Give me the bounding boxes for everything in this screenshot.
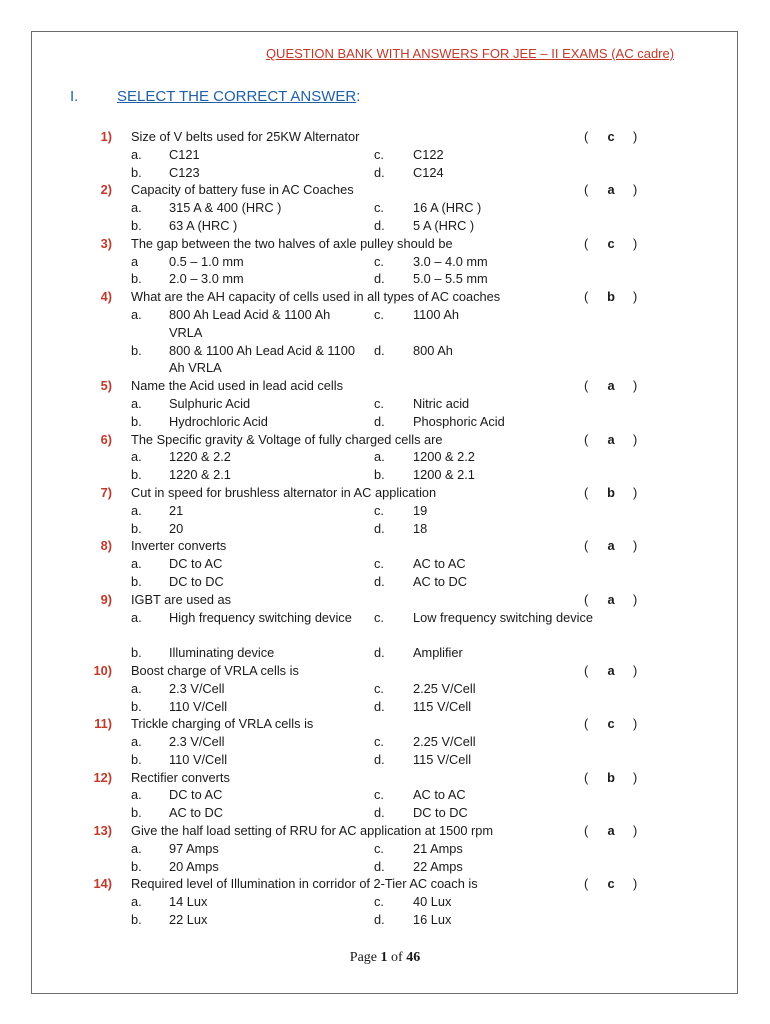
option-label: a. xyxy=(131,894,142,910)
option-text: 5 A (HRC ) xyxy=(413,217,475,233)
question-number: 1) xyxy=(100,129,112,144)
option-label: b. xyxy=(131,520,142,536)
option-label: c. xyxy=(374,306,384,322)
question-text: The gap between the two halves of axle pulley should be xyxy=(131,235,453,251)
question-number: 12) xyxy=(93,769,112,785)
option-text: 16 A (HRC ) xyxy=(413,200,482,216)
option-row xyxy=(0,644,770,662)
option-text: 63 A (HRC ) xyxy=(169,217,238,233)
answer-letter: a xyxy=(607,182,615,198)
option-label: c. xyxy=(374,395,384,411)
option-text: 110 V/Cell xyxy=(169,698,228,714)
option-text: 97 Amps xyxy=(169,840,219,856)
option-label: a. xyxy=(131,449,142,465)
option-text: 2.25 V/Cell xyxy=(413,680,476,696)
option-label: b. xyxy=(374,467,385,483)
question-row: 13) Give the half load setting of RRU for AC application at 1500 rpm ( a ) xyxy=(0,822,770,840)
question-number: 11) xyxy=(94,716,112,732)
option-label: a. xyxy=(131,306,142,322)
question-row: 12) Rectifier converts ( b ) xyxy=(0,769,770,787)
option-label: c. xyxy=(374,146,384,162)
question-number: 3) xyxy=(100,235,112,251)
question-item xyxy=(0,822,770,875)
option-text: C124 xyxy=(413,164,444,180)
answer-letter: b xyxy=(607,769,615,785)
option-label: d. xyxy=(374,858,385,874)
option-row xyxy=(0,217,770,235)
option-text: 40 Lux xyxy=(413,894,452,910)
section-number: I. xyxy=(70,88,79,105)
option-row xyxy=(0,306,770,342)
answer-letter: a xyxy=(607,823,615,839)
option-row xyxy=(0,146,770,164)
option-label: d. xyxy=(374,805,385,821)
section-title-colon: : xyxy=(356,88,361,105)
option-row xyxy=(0,733,770,751)
option-label: b. xyxy=(131,467,142,483)
question-number: 2) xyxy=(100,182,112,198)
option-text: 2.3 V/Cell xyxy=(169,734,225,750)
question-text: Cut in speed for brushless alternator in AC application xyxy=(131,484,437,500)
option-label: a xyxy=(131,253,139,269)
question-row: 3) The gap between the two halves of axle pulley should be ( c ) xyxy=(0,235,770,253)
option-label: c. xyxy=(374,556,384,572)
option-row xyxy=(0,413,770,431)
option-label: b. xyxy=(131,698,142,714)
option-text: 20 Amps xyxy=(169,858,219,874)
option-label: a. xyxy=(131,146,142,162)
question-row: 1) Size of V belts used for 25KW Alternator ( c ) xyxy=(0,128,770,146)
question-text: Capacity of battery fuse in AC Coaches xyxy=(131,182,354,198)
option-text: 800 & 1100 Ah Lead Acid & 1100 Ah VRLA xyxy=(169,342,355,376)
option-text: 1200 & 2.2 xyxy=(413,449,475,465)
option-row xyxy=(0,786,770,804)
option-label: c. xyxy=(374,680,384,696)
option-label: b. xyxy=(131,912,142,928)
answer-letter: a xyxy=(607,378,615,394)
option-row xyxy=(0,199,770,217)
option-label: d. xyxy=(374,912,385,928)
option-label: a. xyxy=(131,556,142,572)
option-label: d. xyxy=(374,573,385,589)
question-number: 4) xyxy=(100,289,112,305)
footer-total-pages: 46 xyxy=(406,950,421,965)
question-number: 6) xyxy=(100,431,112,447)
option-label: c. xyxy=(374,840,384,856)
option-label: a. xyxy=(131,502,142,518)
option-label: a. xyxy=(374,449,385,465)
option-text: Phosphoric Acid xyxy=(413,413,505,429)
answer-letter: c xyxy=(607,876,615,892)
option-text: C123 xyxy=(169,164,200,180)
answer-letter: c xyxy=(607,235,615,251)
option-label: c. xyxy=(374,894,384,910)
question-item xyxy=(0,235,770,288)
question-text: Required level of Illumination in corridor of 2-Tier AC coach is xyxy=(131,876,478,892)
option-label: a. xyxy=(131,734,142,750)
option-row xyxy=(0,164,770,182)
question-item xyxy=(0,537,770,590)
option-text: DC to AC xyxy=(169,787,223,803)
option-text: 21 Amps xyxy=(413,840,463,856)
question-row: 14) Required level of Illumination in corridor of 2-Tier AC coach is ( c ) xyxy=(0,875,770,893)
option-label: b. xyxy=(131,751,142,767)
question-text: Rectifier converts xyxy=(131,769,230,785)
option-label: b. xyxy=(131,573,142,589)
question-row: 11) Trickle charging of VRLA cells is ( c ) xyxy=(0,715,770,733)
question-item xyxy=(0,128,770,181)
option-text: DC to DC xyxy=(169,573,224,589)
question-row: 4) What are the AH capacity of cells used in all types of AC coaches ( b ) xyxy=(0,288,770,306)
question-number: 13) xyxy=(93,823,112,839)
option-text: 800 Ah Lead Acid & 1100 Ah VRLA xyxy=(169,306,331,340)
option-row xyxy=(0,573,770,591)
question-item xyxy=(0,431,770,484)
option-text: Sulphuric Acid xyxy=(169,395,251,411)
footer-middle: of xyxy=(387,950,407,965)
option-text: 1220 & 2.1 xyxy=(169,467,231,483)
option-label: b. xyxy=(131,217,142,233)
option-label: a. xyxy=(131,787,142,803)
option-label: d. xyxy=(374,645,385,661)
answer-letter: a xyxy=(607,538,615,554)
question-item xyxy=(0,288,770,377)
question-text: Name the Acid used in lead acid cells xyxy=(131,378,343,394)
header-text: QUESTION BANK WITH ANSWERS FOR JEE – II EXAMS (AC cadre) xyxy=(265,46,675,61)
option-text: AC to DC xyxy=(413,573,468,589)
question-row: 7) Cut in speed for brushless alternator in AC application ( b ) xyxy=(0,484,770,502)
question-item xyxy=(0,875,770,928)
option-label: d. xyxy=(374,520,385,536)
option-label: c. xyxy=(374,253,384,269)
option-text: 115 V/Cell xyxy=(413,698,472,714)
option-row xyxy=(0,395,770,413)
option-text: DC to DC xyxy=(413,805,468,821)
option-text: 110 V/Cell xyxy=(169,751,228,767)
option-text: 2.0 – 3.0 mm xyxy=(169,271,244,287)
question-text: Boost charge of VRLA cells is xyxy=(131,662,299,678)
option-row xyxy=(0,502,770,520)
option-text: 5.0 – 5.5 mm xyxy=(413,271,488,287)
answer-letter: a xyxy=(607,431,615,447)
option-text: 18 xyxy=(413,520,428,536)
option-label: b. xyxy=(131,413,142,429)
option-text: 1200 & 2.1 xyxy=(413,467,475,483)
option-text: 20 xyxy=(169,520,184,536)
option-text: Illuminating device xyxy=(169,645,275,661)
option-row xyxy=(0,680,770,698)
page-footer xyxy=(0,950,770,966)
question-item xyxy=(0,484,770,537)
option-label: c. xyxy=(374,609,384,625)
answer-letter: b xyxy=(607,289,615,305)
question-text: Trickle charging of VRLA cells is xyxy=(131,716,314,732)
question-text: The Specific gravity & Voltage of fully charged cells are xyxy=(131,431,443,447)
option-row xyxy=(0,253,770,271)
option-label: b. xyxy=(131,164,142,180)
question-number: 5) xyxy=(100,378,112,394)
question-item xyxy=(0,662,770,715)
question-row: 6) The Specific gravity & Voltage of fully charged cells are ( a ) xyxy=(0,431,770,449)
option-label: a. xyxy=(131,609,142,625)
option-row xyxy=(0,270,770,288)
option-row xyxy=(0,609,770,645)
option-text: 2.25 V/Cell xyxy=(413,734,476,750)
option-label: a. xyxy=(131,680,142,696)
document-header xyxy=(0,46,770,61)
section-title-text: SELECT THE CORRECT ANSWER xyxy=(117,88,357,105)
option-label: d. xyxy=(374,698,385,714)
option-text: 1220 & 2.2 xyxy=(169,449,231,465)
question-item xyxy=(0,715,770,768)
option-label: d. xyxy=(374,413,385,429)
question-number: 7) xyxy=(100,484,112,500)
option-label: c. xyxy=(374,734,384,750)
option-label: a. xyxy=(131,395,142,411)
question-row: 10) Boost charge of VRLA cells is ( a ) xyxy=(0,662,770,680)
option-label: b. xyxy=(131,858,142,874)
option-text: 22 Amps xyxy=(413,858,463,874)
option-label: c. xyxy=(374,200,384,216)
option-label: b. xyxy=(131,271,142,287)
answer-letter: b xyxy=(607,484,615,500)
option-text: C122 xyxy=(413,146,444,162)
option-label: b. xyxy=(131,645,142,661)
question-item xyxy=(0,591,770,662)
option-label: d. xyxy=(374,342,385,358)
option-text: Low frequency switching device xyxy=(413,609,593,625)
option-label: d. xyxy=(374,271,385,287)
option-text: 21 xyxy=(169,502,184,518)
option-label: b. xyxy=(131,805,142,821)
option-row xyxy=(0,466,770,484)
option-text: AC to DC xyxy=(169,805,224,821)
question-item xyxy=(0,769,770,822)
option-row xyxy=(0,840,770,858)
question-item xyxy=(0,377,770,430)
question-text: Give the half load setting of RRU for AC application at 1500 rpm xyxy=(131,823,494,839)
option-label: b. xyxy=(131,342,142,358)
question-text: Size of V belts used for 25KW Alternator xyxy=(131,129,360,144)
option-row xyxy=(0,342,770,378)
question-number: 14) xyxy=(93,876,112,892)
option-label: a. xyxy=(131,840,142,856)
option-label: c. xyxy=(374,502,384,518)
option-text: 115 V/Cell xyxy=(413,751,472,767)
answer-letter: c xyxy=(607,129,615,144)
option-text: 22 Lux xyxy=(169,912,208,928)
option-row xyxy=(0,804,770,822)
option-row xyxy=(0,911,770,929)
question-item xyxy=(0,181,770,234)
option-text: Amplifier xyxy=(413,645,463,661)
section-title xyxy=(117,88,360,105)
question-row: 8) Inverter converts ( a ) xyxy=(0,537,770,555)
option-label: a. xyxy=(131,200,142,216)
option-text: Hydrochloric Acid xyxy=(169,413,268,429)
option-text: 315 A & 400 (HRC ) xyxy=(169,200,282,216)
option-label: c. xyxy=(374,787,384,803)
option-row xyxy=(0,893,770,911)
option-label: d. xyxy=(374,751,385,767)
question-text: IGBT are used as xyxy=(131,591,232,607)
question-number: 9) xyxy=(100,591,112,607)
option-text: 0.5 – 1.0 mm xyxy=(169,253,244,269)
option-text: 14 Lux xyxy=(169,894,208,910)
question-row: 9) IGBT are used as ( a ) xyxy=(0,591,770,609)
question-text: Inverter converts xyxy=(131,538,227,554)
option-label: d. xyxy=(374,164,385,180)
option-text: C121 xyxy=(169,146,200,162)
option-text: AC to AC xyxy=(413,787,466,803)
question-row: 2) Capacity of battery fuse in AC Coaches ( a ) xyxy=(0,181,770,199)
option-text: Nitric acid xyxy=(413,395,470,411)
option-row xyxy=(0,751,770,769)
option-row xyxy=(0,555,770,573)
option-text: AC to AC xyxy=(413,556,466,572)
option-text: 16 Lux xyxy=(413,912,452,928)
option-label: d. xyxy=(374,217,385,233)
option-text: 800 Ah xyxy=(413,342,453,358)
question-number: 10) xyxy=(93,662,112,678)
option-row xyxy=(0,858,770,876)
question-row: 5) Name the Acid used in lead acid cells ( a ) xyxy=(0,377,770,395)
option-row xyxy=(0,448,770,466)
question-list xyxy=(0,128,770,929)
answer-letter: a xyxy=(607,662,615,678)
option-text: DC to AC xyxy=(169,556,223,572)
answer-letter: a xyxy=(607,591,615,607)
footer-current-page: 1 xyxy=(380,950,388,965)
option-text: 1100 Ah xyxy=(413,306,460,322)
question-text: What are the AH capacity of cells used in all types of AC coaches xyxy=(131,289,501,305)
option-row xyxy=(0,698,770,716)
answer-letter: c xyxy=(607,716,615,732)
option-text: High frequency switching device xyxy=(169,609,352,625)
option-text: 19 xyxy=(413,502,428,518)
footer-prefix: Page xyxy=(349,950,381,965)
option-text: 2.3 V/Cell xyxy=(169,680,225,696)
option-row xyxy=(0,520,770,538)
question-number: 8) xyxy=(100,538,112,554)
option-text: 3.0 – 4.0 mm xyxy=(413,253,488,269)
